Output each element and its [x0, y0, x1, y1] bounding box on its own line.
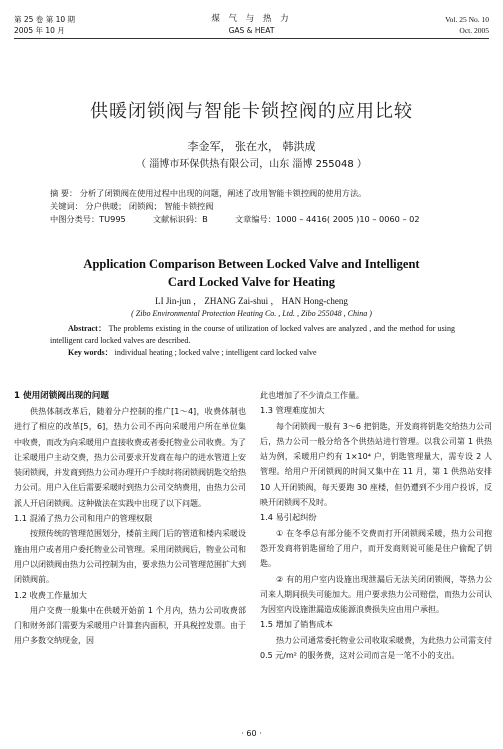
title-cn: 供暖闭锁阀与智能卡锁控阀的应用比较	[90, 101, 413, 122]
volume-issue-cn: 第 25 卷 第 10 期	[14, 15, 76, 24]
abstract-label-en: Abstract：	[68, 324, 107, 333]
header-rule	[14, 38, 489, 39]
date-en: Oct. 2005	[459, 26, 489, 35]
abstract-label-cn: 摘 要：	[50, 188, 78, 198]
doc-code-label: 文献标识码：	[152, 214, 203, 224]
keywords-text-en: individual heating ; locked valve ; intelligent card locked valve	[114, 348, 317, 357]
section-1-paragraph: 供热体制改革后，随着分户控制的推广[1～4]，收费体制也进行了相应的改革[5，6]，热力公司不再向采暖用户所在单位集中收费，而改为向采暖用户直接收费或者委托物业公司收费。为了让采暖用户主动交费，热力公司要求开发商在每户的进水管道上安装闭锁阀，并发商到热力公司办理开户手续时将闭锁阀钥匙交给热力公司。用户入住后需要采暖时到热力公司交纳费用，由热力公司派人开启闭锁阀。这种做法在实践中出现了以下问题。	[14, 407, 246, 508]
title-en	[0, 255, 503, 291]
page-number: · 60 ·	[241, 729, 262, 738]
title-en-line1: Application Comparison Between Locked Valve and Intelligent	[83, 257, 420, 271]
abstract-cn	[50, 187, 366, 199]
keywords-label-cn: 关键词：	[50, 201, 83, 211]
section-1-1-paragraph: 按照传统的管理范围划分，楼前主阀门后的管道和楼内采暖设施由用户或者用户委托物业公司管理。采用闭锁阀后，物业公司和用户以闭锁阀由热力公司控制为由，要求热力公司管理范围扩大到闭锁阀前。	[14, 529, 246, 585]
section-1-heading: 1 使用闭锁阀出现的问题	[14, 391, 109, 401]
abstract-en	[50, 323, 455, 359]
abstract-text-en: The problems existing in the course of utilization of locked valves are analyzed , and the method for using intelligent card locked valves are described.	[50, 324, 455, 345]
section-1-2-heading: 1.2 收费工作量加大	[14, 589, 87, 600]
section-1-4-heading: 1.4 易引起纠纷	[260, 512, 317, 523]
volume-issue-en: Vol. 25 No. 10	[445, 15, 489, 24]
article-no-value: 1000 – 4416( 2005 )10 – 0060 – 02	[275, 214, 420, 224]
section-1-2-continuation: 此也增加了不少清点工作量。	[260, 391, 364, 400]
section-1-3-heading: 1.3 管理难度加大	[260, 405, 325, 416]
title-en-line2: Card Locked Valve for Heating	[167, 275, 336, 289]
authors-en: LI Jin-jun ， ZHANG Zai-shui ， HAN Hong-cheng	[155, 296, 348, 306]
affiliation-cn: （ 淄博市环保供热有限公司，山东 淄博 255048 ）	[136, 159, 367, 170]
journal-name-en: GAS & HEAT	[228, 26, 275, 35]
article-no-label: 文章编号：	[234, 214, 276, 224]
abstract-text-cn: 分析了闭锁阀在使用过程中出现的问题，阐述了改用智能卡锁控阀的使用方法。	[79, 188, 367, 198]
body-column-left	[14, 388, 246, 649]
clc-value: TU995	[99, 214, 126, 224]
journal-name-cn: 煤 气 与 热 力	[211, 14, 292, 24]
date-cn: 2005 年 10 月	[14, 26, 65, 35]
affiliation-en: ( Zibo Environmental Protection Heating Co. , Ltd. , Zibo 255048 , China )	[131, 309, 372, 318]
keywords-label-en: Key words：	[68, 348, 113, 357]
clc-label: 中图分类号：	[50, 214, 100, 224]
section-1-3-paragraph: 每个闭锁阀一般有 3～6 把钥匙，开发商将钥匙交给热力公司后，热力公司一般分给各个供热站进行管理。以我公司第 1 供热站为例，采暖用户约有 1×10⁴ 户，钥匙管理量大，需专设 2 人管理。给用户开闭锁阀的时间又集中在 11 月，第 1 供热站安排 10 人开闭锁阀，每天要跑 30 座楼，但仍遭到不少用户投诉，反映开闭锁阀不及时。	[260, 421, 492, 508]
body-column-right	[260, 388, 492, 663]
header-journal	[0, 14, 503, 36]
keywords-text-cn: 分户供暖； 闭锁阀； 智能卡锁控阀	[85, 201, 214, 211]
keywords-cn	[50, 200, 213, 212]
section-1-2-paragraph: 用户交费一般集中在供暖开始前 1 个月内，热力公司收费部门和财务部门需要为采暖用户计算套内面积，开具税控发票。由于用户多数交纳现金，因	[14, 605, 246, 646]
section-1-5-heading: 1.5 增加了销售成本	[260, 619, 333, 630]
authors-cn: 李金军， 张在水， 韩洪成	[187, 140, 316, 153]
abstract-en-body	[50, 323, 455, 347]
section-1-4-item-2: ② 有的用户室内设施出现泄漏后无法关闭闭锁阀，等热力公司来人期间损失可能加大。用户要求热力公司赔偿，而热力公司认为因室内设施泄漏造成能源浪费损失应由用户承担。	[260, 574, 492, 615]
doc-code-value: B	[202, 214, 208, 224]
classification-line	[50, 213, 420, 225]
keywords-en-line	[50, 347, 455, 359]
section-1-4-item-1: ① 在冬季总有部分能不交费而打开闭锁阀采暖，热力公司抱怨开发商将钥匙留给了用户，而开发商则说可能是住户偷配了钥匙。	[260, 528, 492, 569]
header-volume-en	[445, 14, 489, 36]
section-1-1-heading: 1.1 混淆了热力公司和用户的管理权限	[14, 513, 153, 524]
section-1-5-paragraph: 热力公司通常委托物业公司收取采暖费，为此热力公司需支付 0.5 元/m² 的服务费，这对公司而言是一笔不小的支出。	[260, 635, 492, 661]
